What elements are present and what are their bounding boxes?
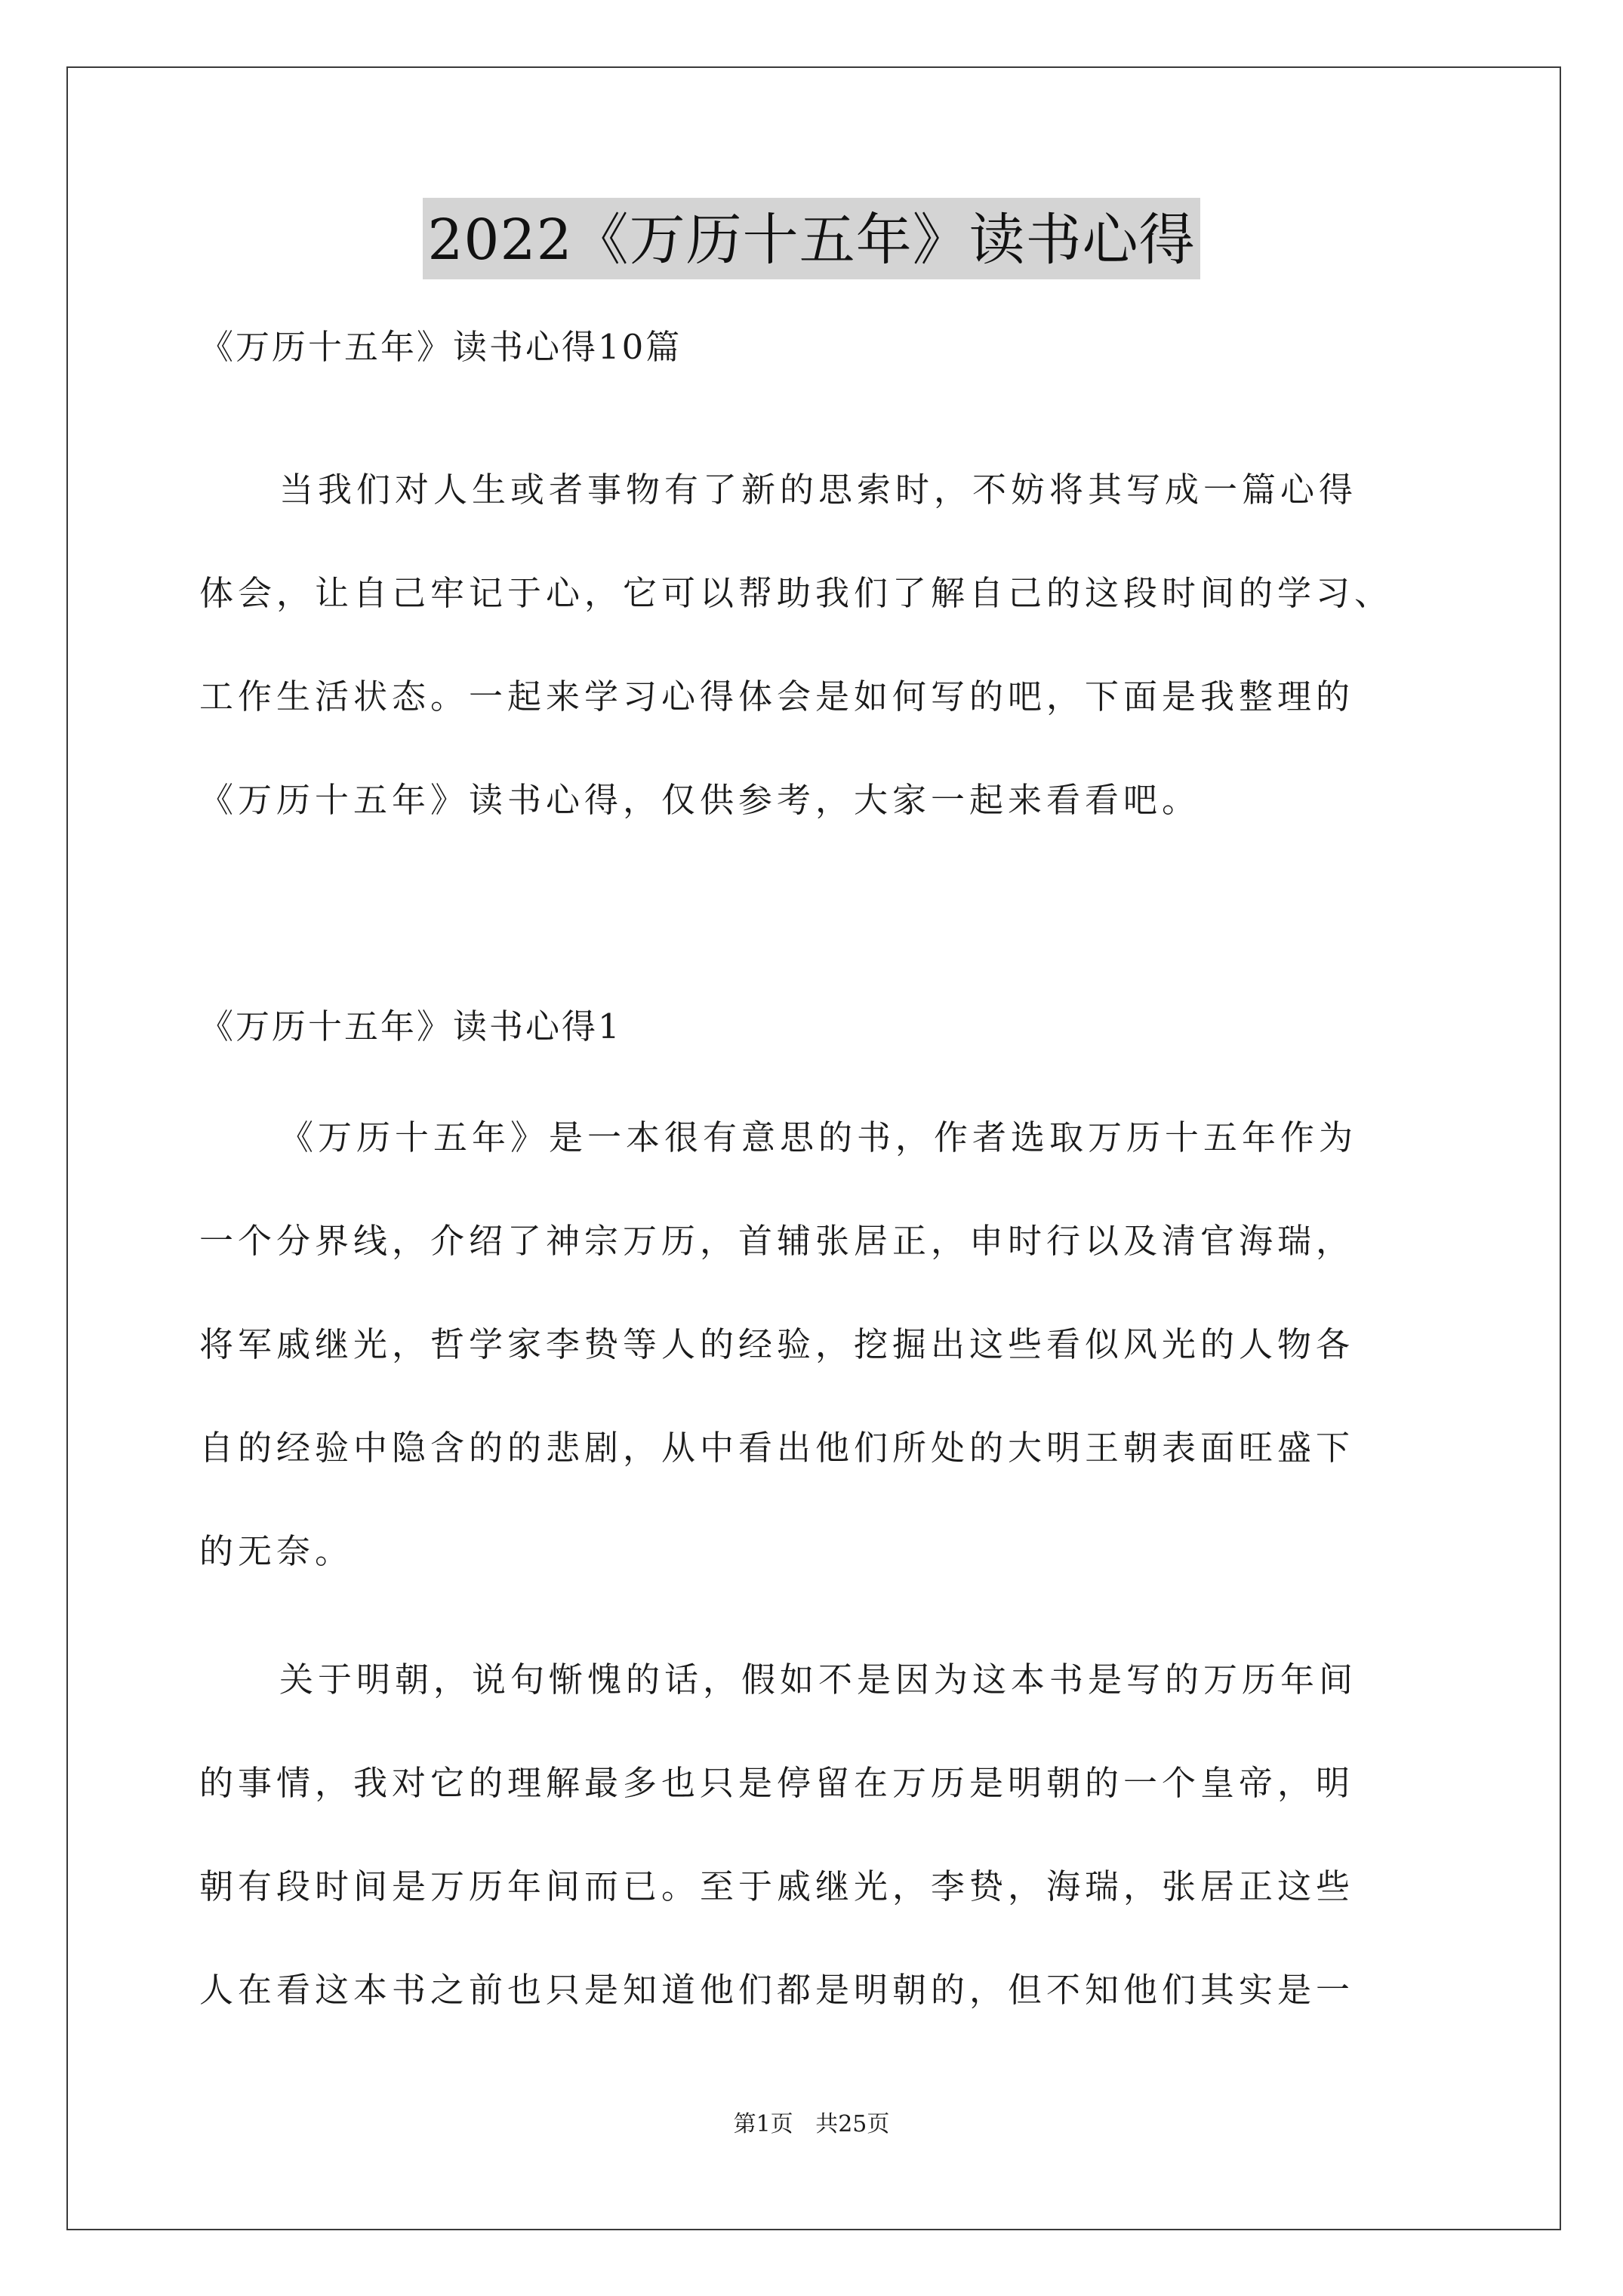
intro-paragraph xyxy=(199,438,1452,852)
paragraph-line: 人在看这本书之前也只是知道他们都是明朝的，但不知他们其实是一 xyxy=(199,1970,1355,2010)
paragraph-line: 工作生活状态。一起来学习心得体会是如何写的吧，下面是我整理的 xyxy=(199,676,1355,717)
page-footer xyxy=(0,2105,1623,2138)
paragraph-line: 自的经验中隐含的的悲剧，从中看出他们所处的大明王朝表面旺盛下 xyxy=(199,1428,1355,1468)
paragraph-line: 当我们对人生或者事物有了新的思索时，不妨将其写成一篇心得 xyxy=(279,470,1358,510)
document-subtitle: 《万历十五年》读书心得10篇 xyxy=(199,327,682,367)
paragraph-line: 的事情，我对它的理解最多也只是停留在万历是明朝的一个皇帝，明 xyxy=(199,1763,1355,1803)
section-heading: 《万历十五年》读书心得1 xyxy=(199,1006,622,1046)
paragraph-line: 《万历十五年》是一本很有意思的书，作者选取万历十五年作为 xyxy=(279,1117,1358,1157)
paragraph-line: 《万历十五年》读书心得，仅供参考，大家一起来看看吧。 xyxy=(199,780,1201,820)
paragraph-line: 体会，让自己牢记于心，它可以帮助我们了解自己的这段时间的学习、 xyxy=(199,573,1394,613)
paragraph-line: 关于明朝，说句惭愧的话，假如不是因为这本书是写的万历年间 xyxy=(279,1660,1358,1700)
paragraph-line: 的无奈。 xyxy=(199,1531,354,1571)
paragraph-1 xyxy=(199,1086,1452,1603)
paragraph-2 xyxy=(199,1628,1452,2042)
page-number: 第1页 xyxy=(733,2111,793,2137)
paragraph-line: 将军戚继光，哲学家李贽等人的经验，挖掘出这些看似风光的人物各 xyxy=(199,1324,1355,1364)
document-title: 2022《万历十五年》读书心得 xyxy=(423,198,1200,279)
title-container xyxy=(0,198,1623,279)
page-total: 共25页 xyxy=(815,2111,890,2137)
paragraph-line: 朝有段时间是万历年间而已。至于戚继光，李贽，海瑞，张居正这些 xyxy=(199,1866,1355,1906)
paragraph-line: 一个分界线，介绍了神宗万历，首辅张居正，申时行以及清官海瑞， xyxy=(199,1221,1355,1261)
